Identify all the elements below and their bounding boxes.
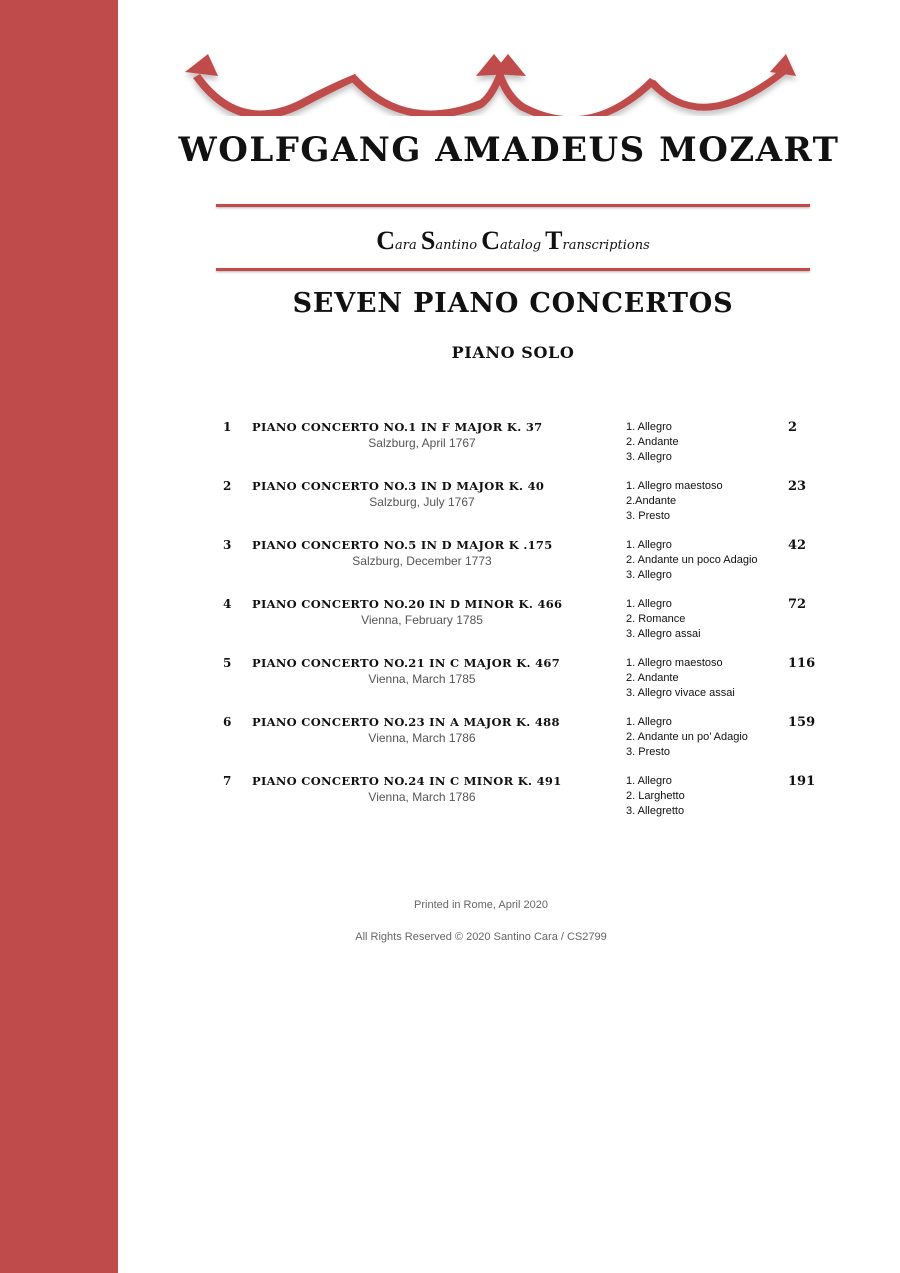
movement-item: 2. Andante un poco Adagio (626, 554, 758, 566)
bottom-divider (216, 268, 810, 271)
concerto-place-date: Vienna, March 1786 (368, 731, 476, 745)
entry-number: 5 (223, 656, 232, 670)
concerto-entry (216, 479, 836, 538)
composer-name: WOLFGANG AMADEUS MOZART (178, 130, 840, 170)
concerto-place-date: Salzburg, April 1767 (368, 436, 476, 450)
copyright-note: All Rights Reserved © 2020 Santino Cara / CS2799 (355, 931, 607, 943)
concerto-entry (216, 656, 836, 715)
concerto-entry (216, 597, 836, 656)
concerto-place-date: Vienna, March 1785 (368, 672, 476, 686)
page-number: 116 (788, 656, 816, 671)
movement-item: 3. Presto (626, 510, 671, 522)
entry-number: 7 (223, 774, 232, 788)
movement-item: 1. Allegro (626, 598, 672, 610)
concerto-title: PIANO CONCERTO NO.3 IN D MAJOR K. 40 (252, 479, 545, 493)
page-number: 42 (788, 538, 807, 553)
movement-item: 1. Allegro (626, 539, 672, 551)
concerto-place-date: Vienna, March 1786 (368, 790, 476, 804)
movement-item: 2. Larghetto (626, 790, 685, 802)
movement-item: 3. Allegro (626, 451, 672, 463)
movement-item: 1. Allegro (626, 421, 672, 433)
concerto-title: PIANO CONCERTO NO.20 IN D MINOR K. 466 (252, 597, 563, 611)
page-number: 2 (788, 420, 798, 435)
movement-item: 1. Allegro maestoso (626, 657, 723, 669)
catalog-title: Cara Santino Catalog Transcriptions (376, 226, 650, 255)
movement-item: 2. Andante (626, 436, 679, 448)
movement-item: 3. Allegro vivace assai (626, 687, 735, 699)
top-divider (216, 204, 810, 207)
movement-item: 2. Romance (626, 613, 686, 625)
movement-item: 3. Allegretto (626, 805, 685, 817)
concerto-entry (216, 715, 836, 774)
movement-item: 1. Allegro maestoso (626, 480, 723, 492)
movement-list (626, 597, 701, 642)
concerto-place-date: Salzburg, December 1773 (352, 554, 492, 568)
concerto-entry (216, 538, 836, 597)
concerto-entry (216, 774, 836, 833)
concerto-entry (216, 420, 836, 479)
concerto-title: PIANO CONCERTO NO.5 IN D MAJOR K .175 (252, 538, 553, 552)
movement-item: 3. Allegro (626, 569, 672, 581)
entry-number: 1 (223, 420, 232, 434)
movement-list (626, 538, 758, 583)
movement-item: 1. Allegro (626, 716, 672, 728)
concerto-place-date: Vienna, February 1785 (361, 613, 483, 627)
entry-number: 3 (223, 538, 232, 552)
printed-note: Printed in Rome, April 2020 (414, 899, 548, 911)
movement-item: 2.Andante (626, 495, 677, 507)
movement-list (626, 420, 679, 465)
concerto-title: PIANO CONCERTO NO.1 IN F MAJOR K. 37 (252, 420, 543, 434)
movement-list (626, 774, 685, 819)
movement-item: 2. Andante un po’ Adagio (626, 731, 748, 743)
movement-item: 2. Andante (626, 672, 679, 684)
concerto-title: PIANO CONCERTO NO.24 IN C MINOR K. 491 (252, 774, 562, 788)
entry-number: 4 (223, 597, 232, 611)
entry-number: 6 (223, 715, 232, 729)
concerto-place-date: Salzburg, July 1767 (369, 495, 475, 509)
concerto-title: PIANO CONCERTO NO.21 IN C MAJOR K. 467 (252, 656, 561, 670)
page-number: 159 (788, 715, 816, 730)
movement-item: 3. Presto (626, 746, 671, 758)
page-number: 23 (788, 479, 807, 494)
movement-item: 1. Allegro (626, 775, 672, 787)
movement-list (626, 479, 723, 524)
entry-number: 2 (223, 479, 232, 493)
movement-list (626, 656, 735, 701)
movement-list (626, 715, 748, 760)
collection-title: SEVEN PIANO CONCERTOS (292, 288, 734, 319)
page-number: 191 (788, 774, 816, 789)
concerto-title: PIANO CONCERTO NO.23 IN A MAJOR K. 488 (252, 715, 560, 729)
arrow-swag-ornament-icon (180, 50, 800, 116)
page-number: 72 (788, 597, 807, 612)
movement-item: 3. Allegro assai (626, 628, 701, 640)
red-sidebar (0, 0, 118, 1273)
instrumentation-subtitle: PIANO SOLO (451, 343, 575, 362)
